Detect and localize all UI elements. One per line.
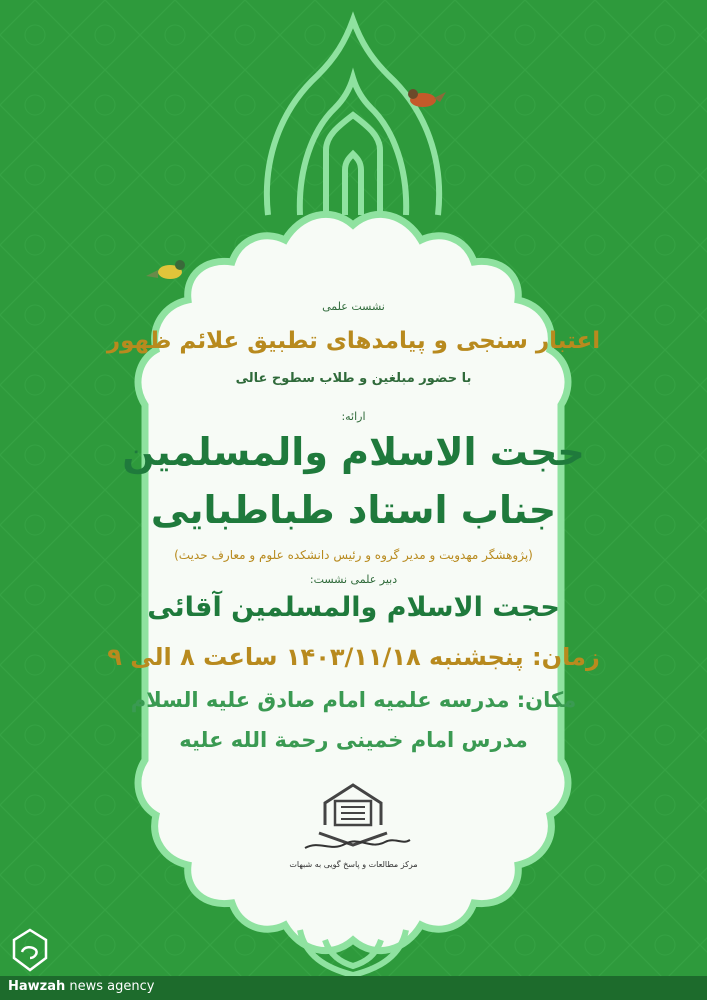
event-place-detail: مدرس امام خمینی رحمة الله علیه	[179, 728, 528, 752]
agency-name: Hawzah	[8, 979, 66, 994]
org-caption: مرکز مطالعات و پاسخ گویی به شبهات	[289, 860, 418, 869]
event-audience: با حضور مبلغین و طلاب سطوح عالی	[235, 371, 472, 386]
secretary-name: حجت الاسلام والمسلمین آقائی	[147, 592, 560, 623]
speaker-honorific: حجت الاسلام والمسلمین	[122, 430, 585, 474]
agency-credit	[8, 979, 154, 994]
presented-by-label: ارائه:	[341, 410, 366, 423]
event-time: زمان: پنجشنبه ۱۴۰۳/۱۱/۱۸ ساعت ۸ الی ۹	[107, 643, 600, 671]
event-title: اعتبار سنجی و پیامدهای تطبیق علائم ظهور	[106, 328, 601, 354]
secretary-label: دبیر علمی نشست:	[309, 573, 398, 586]
agency-suffix: news agency	[65, 979, 155, 994]
event-place: مکان: مدرسه علمیه امام صادق علیه السلام	[130, 688, 577, 712]
event-type-label: نشست علمی	[322, 300, 385, 313]
hawzah-logo-icon	[10, 928, 50, 972]
speaker-role: (پژوهشگر مهدویت و مدیر گروه و رئیس دانشکده علوم و معارف حدیث)	[174, 548, 533, 562]
speaker-name: جناب استاد طباطبایی	[150, 488, 557, 532]
